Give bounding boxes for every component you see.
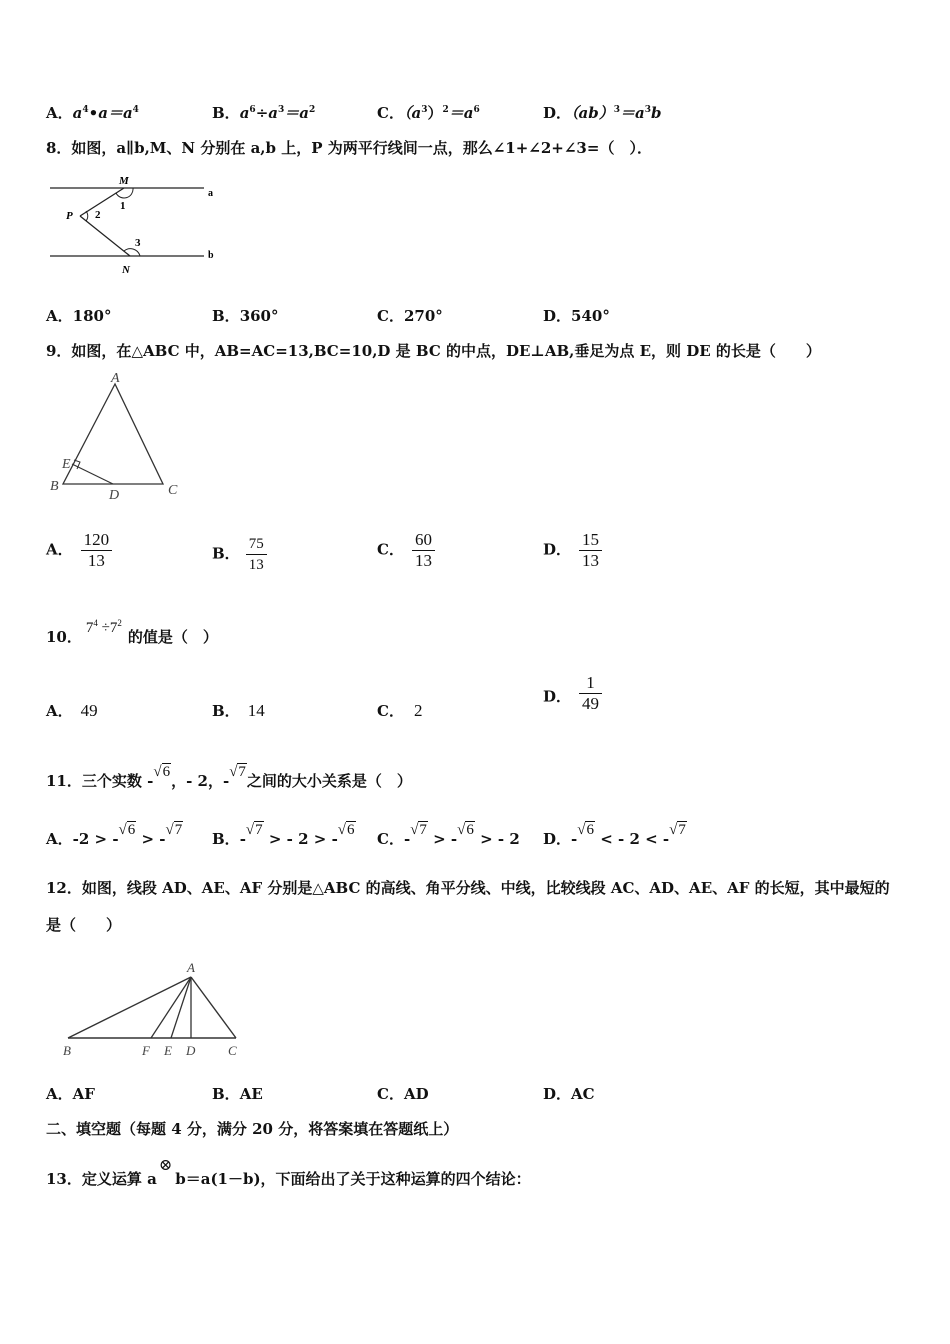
- label-p: P: [66, 210, 73, 222]
- label-a: A: [187, 960, 195, 975]
- q8-option-b: B．360°: [212, 307, 279, 325]
- label-c: C: [168, 483, 178, 498]
- q9-option-c: C． $\frac{60}{13}$: [377, 530, 435, 571]
- segment-ac: [191, 977, 236, 1038]
- q11-question: 11．三个实数 -√6，- 2，-√7之间的大小关系是（ ）: [46, 764, 412, 790]
- q7-option-b: B．$a^6\div a^3=a^2$: [212, 104, 316, 122]
- label-m: M: [119, 175, 129, 187]
- label-b: b: [208, 250, 214, 261]
- q11-option-b: B．-√7 > - 2 > -√6: [212, 822, 355, 848]
- q9-option-d: D． $\frac{15}{13}$: [543, 530, 602, 571]
- q11-option-c: C．-√7 > -√6 > - 2: [377, 822, 520, 848]
- label-a: A: [111, 371, 120, 386]
- q11-option-a: A．-2 > -√6 > -√7: [46, 822, 183, 848]
- label-angle2: 2: [95, 209, 101, 221]
- label-d: D: [186, 1043, 196, 1058]
- q8-question: 8．如图，a∥b,M、N 分别在 a,b 上，P 为两平行线间一点，那么∠1+∠2+∠3=（ ）．: [46, 139, 652, 157]
- q10-option-d: D． $\frac{1}{49}$: [543, 673, 602, 714]
- label-d: D: [109, 488, 120, 503]
- label-e: E: [62, 457, 71, 472]
- q8-figure: [44, 172, 224, 277]
- q12-option-d: D．AC: [543, 1085, 595, 1103]
- segment-ab: [68, 977, 191, 1038]
- q7-option-c: C．$(a^3)^2=a^6$: [377, 104, 480, 122]
- q10-option-c: C． 2: [377, 701, 423, 720]
- segment-pn: [80, 216, 130, 256]
- label-angle3: 3: [135, 237, 141, 249]
- q9-question: 9．如图，在△ABC 中，AB=AC=13,BC=10,D 是 BC 的中点，DE⊥AB,垂足为点 E，则 DE 的长是（ ）: [46, 342, 821, 360]
- label-b: B: [50, 479, 59, 494]
- q9-option-a: A． $\frac{120}{13}$: [46, 530, 112, 571]
- q12-question-line1: 12．如图，线段 AD、AE、AF 分别是△ABC 的高线、角平分线、中线，比较线段 AC、AD、AE、AF 的长短，其中最短的: [46, 879, 890, 897]
- q9-figure: [44, 366, 194, 506]
- label-a: a: [208, 188, 213, 199]
- q11-option-d: D．-√6 < - 2 < -√7: [543, 822, 686, 848]
- otimes-symbol: ⊗: [158, 1155, 173, 1174]
- label-n: N: [122, 264, 130, 276]
- triangle-abc: [63, 384, 163, 484]
- q7-option-a: A．$a^4•a=a^4$: [46, 104, 139, 122]
- q8-option-c: C．270°: [377, 307, 443, 325]
- q9-option-b: B． $\frac{75}{13}$: [212, 534, 267, 575]
- q12-option-a: A．AF: [46, 1085, 95, 1103]
- label-b: B: [63, 1043, 71, 1058]
- q12-question-line2: 是（ ）: [46, 916, 122, 934]
- q12-option-c: C．AD: [377, 1085, 429, 1103]
- q10-option-b: B． 14: [212, 701, 265, 720]
- section-title: 二、填空题（每题 4 分，满分 20 分，将答案填在答题纸上）: [46, 1120, 459, 1138]
- q10-option-a: A． 49: [46, 701, 98, 720]
- label-angle1: 1: [120, 200, 126, 212]
- q12-figure: [56, 955, 256, 1060]
- angle1-arc: [116, 188, 133, 198]
- q13-question: 13．定义运算 a⊗b＝a(1－b)，下面给出了关于这种运算的四个结论：: [46, 1155, 531, 1188]
- q7-option-d: D．$(ab)^3=a^3b$: [543, 104, 662, 122]
- label-c: C: [228, 1043, 237, 1058]
- label-f: F: [142, 1043, 150, 1058]
- q12-option-b: B．AE: [212, 1085, 263, 1103]
- q10-question: 10． $7^4 \div 7^2$的值是（ ）: [46, 618, 218, 646]
- q8-option-d: D．540°: [543, 307, 610, 325]
- label-e: E: [164, 1043, 172, 1058]
- q8-option-a: A．180°: [46, 307, 112, 325]
